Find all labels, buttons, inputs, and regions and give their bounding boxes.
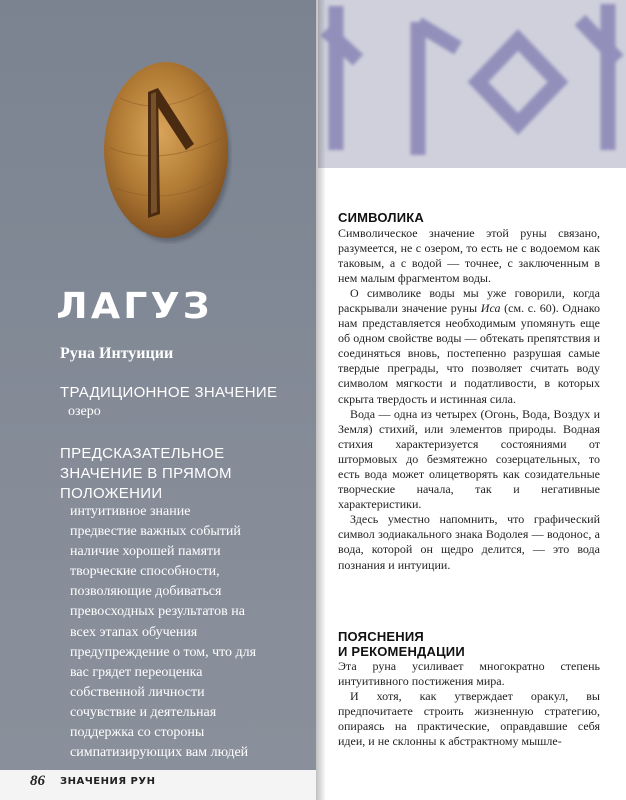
pattern-stroke: [478, 40, 558, 124]
list-item: интуитивное знание: [70, 504, 191, 519]
list-item: сочувствие и деятельная: [70, 704, 217, 720]
symbolism-heading: СИМВОЛИКА: [338, 210, 425, 225]
explanations-section: [338, 630, 600, 750]
symbolism-paragraph: [338, 286, 600, 407]
laguz-rune-stone-icon: [100, 58, 232, 244]
list-item: вас грядет переоценка: [70, 664, 203, 680]
list-item: позволяющие добиваться: [70, 584, 222, 600]
panel-shadow: [316, 0, 326, 800]
paragraph-text: (см. с. 60). Однако нам представляется необходимым упомянуть еще об одном свойстве воды — обтекать препятствия и соединяться вновь, постепенно разрушая самые твердые преграды, что позволяет считать воду символом мягкости и податливости, в которых скрыта твердость и истинная сила.: [338, 300, 601, 406]
list-item: наличие хорошей памяти: [70, 544, 221, 560]
explanations-paragraph: И хотя, как утверждает оракул, вы предпочитаете строить жизненную стратегию, опираясь на практические, оправдавшие себя идеи, и не склонны к абстрактному мышле-: [338, 689, 600, 749]
traditional-value: озеро: [68, 404, 101, 419]
list-item: поддержка со стороны: [70, 725, 205, 741]
rune-pattern-svg: [318, 0, 626, 168]
rune-stone-svg: [100, 58, 232, 244]
list-item: предвестие важных событий: [70, 524, 241, 540]
rune-pattern-icon: [318, 0, 626, 168]
symbolism-paragraph: Здесь уместно напомнить, что графический символ зодиакального знака Водолея — водонос, а вода, которой он щедро делится, — это вода познания и интуиции.: [338, 512, 600, 572]
prediction-heading-line: ЗНАЧЕНИЕ В ПРЯМОМ: [60, 465, 232, 482]
symbolism-paragraph: Символическое значение этой руны связано, разумеется, не с озером, то есть не с водоемом как таковым, а с водой — точнее, с заключенным в нем малым фрагментом воды.: [338, 225, 600, 285]
prediction-heading-line: ПОЛОЖЕНИИ: [60, 485, 163, 502]
explanations-heading-line: ПОЯСНЕНИЯ: [338, 629, 424, 644]
symbolism-paragraph: Вода — одна из четырех (Огонь, Вода, Воздух и Земля) стихий, или элементов природы. Водная стихия характеризуется состояниями от штормовых до безмятежно созерцательных, то есть вода может олицетворять как созидательные творческие начала, так и негативные характеристики.: [338, 406, 600, 512]
rune-name: ЛАГУЗ: [56, 286, 213, 327]
prediction-heading: [60, 444, 232, 504]
list-item: собственной личности: [70, 684, 205, 700]
prediction-heading-line: ПРЕДСКАЗАТЕЛЬНОЕ: [60, 445, 225, 462]
list-item: превосходных результатов на: [70, 604, 245, 620]
rune-subtitle: Руна Интуиции: [60, 345, 174, 362]
rune-reference: Иса: [480, 300, 501, 315]
list-item: предупреждение о том, что для: [70, 644, 257, 660]
traditional-heading: ТРАДИЦИОННОЕ ЗНАЧЕНИЕ: [60, 384, 278, 401]
list-item: симпатизирующих вам людей: [70, 745, 249, 761]
page-number: 86: [30, 773, 45, 789]
paragraph-text: О символике воды мы уже говорили, когда раскрывали значение руны: [338, 285, 600, 315]
explanations-heading-line: И РЕКОМЕНДАЦИИ: [338, 643, 465, 659]
explanations-paragraph: Эта руна усиливает многократно степень интуитивного постижения мира.: [338, 659, 600, 689]
symbolism-section: [338, 211, 600, 573]
list-item: творческие способности,: [70, 564, 220, 580]
explanations-heading: [338, 630, 600, 659]
list-item: всех этапах обучения: [70, 624, 198, 640]
footer-band: [0, 770, 316, 800]
prediction-list: [70, 502, 256, 763]
running-title: ЗНАЧЕНИЯ РУН: [60, 776, 156, 787]
